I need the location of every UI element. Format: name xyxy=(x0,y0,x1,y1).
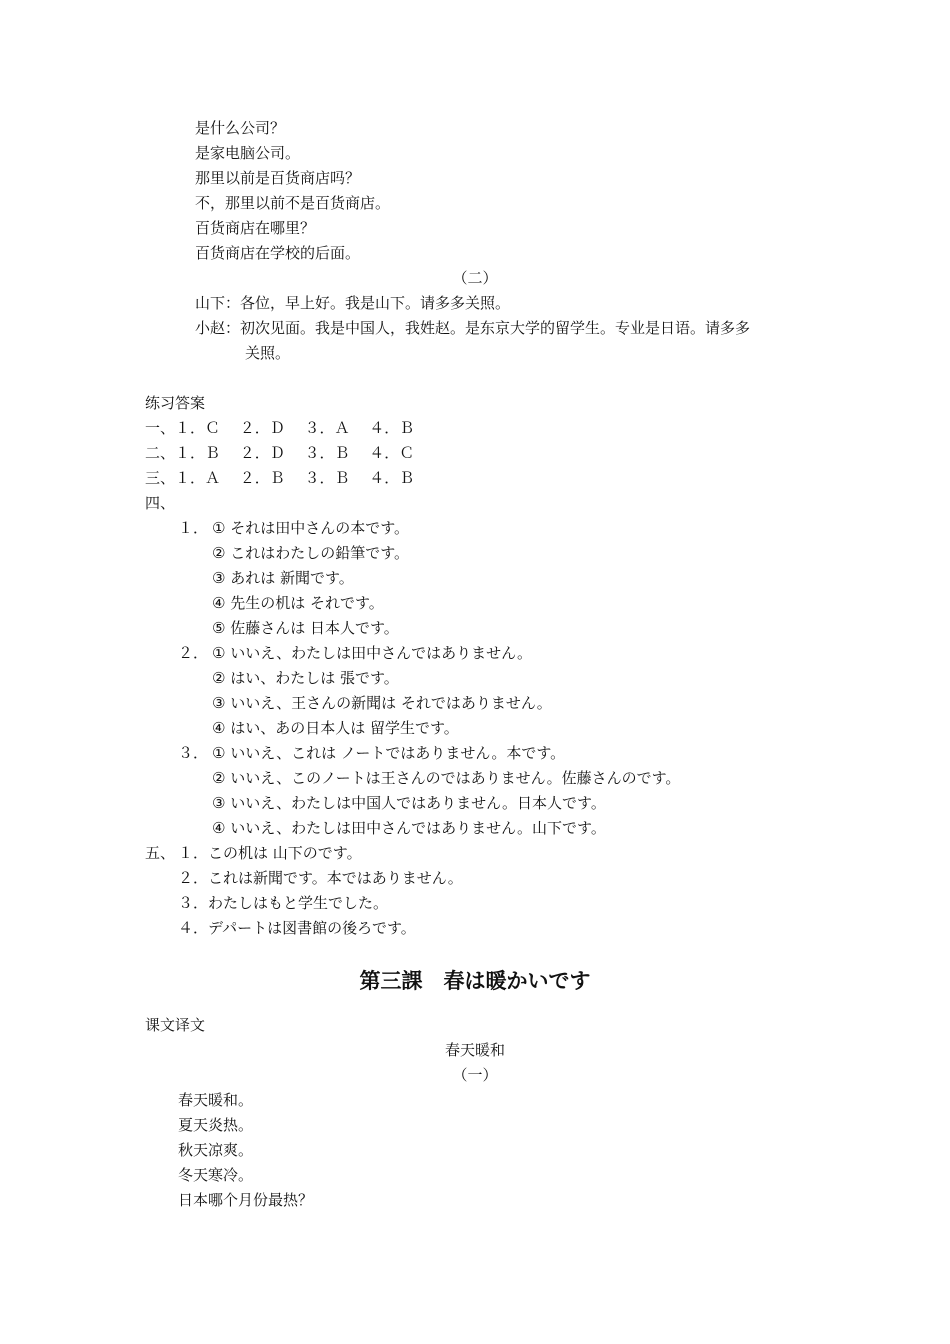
section-label: 四、 xyxy=(145,494,176,512)
answer-item: ④ いいえ、わたしは田中さんではありません。山下です。 xyxy=(212,819,606,837)
answer-item: ② これはわたしの鉛筆です。 xyxy=(212,544,410,562)
translation-line: 日本哪个月份最热？ xyxy=(178,1191,314,1209)
answer-item: ③ いいえ、わたしは中国人ではありません。日本人です。 xyxy=(212,794,606,812)
dialogue-line xyxy=(195,318,750,338)
translation-line: 夏天炎热。 xyxy=(178,1116,254,1134)
answer-item: ３．わたしはもと学生でした。 xyxy=(178,894,389,912)
translation-line: 不，那里以前不是百货商店。 xyxy=(195,194,391,212)
answers-heading: 练习答案 xyxy=(145,394,206,412)
answer-item: ２．これは新聞です。本ではありません。 xyxy=(178,869,463,887)
answer-row: 一、１．Ｃ ２．Ｄ ３．Ａ ４．Ｂ xyxy=(145,419,415,437)
answer-row: 三、１．Ａ ２．Ｂ ３．Ｂ ４．Ｂ xyxy=(145,469,415,487)
part-heading: （一） xyxy=(452,1066,498,1084)
translation-line: 百货商店在学校的后面。 xyxy=(195,244,361,262)
translation-line: 冬天寒冷。 xyxy=(178,1166,254,1184)
speaker-name: 小赵： xyxy=(195,319,241,337)
item-number: ３． xyxy=(178,744,209,762)
answer-item: ４．デパートは図書館の後ろです。 xyxy=(178,919,416,937)
answer-item: ① それは田中さんの本です。 xyxy=(212,519,410,537)
section-label: 五、 xyxy=(145,844,176,862)
lesson-title: 第三課 春は暖かいです xyxy=(359,969,591,993)
translation-line: 春天暖和。 xyxy=(178,1091,254,1109)
answer-item: ① いいえ、わたしは田中さんではありません。 xyxy=(212,644,533,662)
answer-item: １．この机は 山下のです。 xyxy=(178,844,362,862)
translation-line: 那里以前是百货商店吗？ xyxy=(195,169,361,187)
section-heading: 课文译文 xyxy=(145,1016,206,1034)
translation-line: 是家电脑公司。 xyxy=(195,144,301,162)
answer-item: ⑤ 佐藤さんは 日本人です。 xyxy=(212,619,399,637)
answer-item: ② いいえ、このノートは王さんのではありません。佐藤さんのです。 xyxy=(212,769,681,787)
dialogue-text: 各位，早上好。我是山下。请多多关照。 xyxy=(240,294,511,312)
answer-row: 二、１．Ｂ ２．Ｄ ３．Ｂ ４．Ｃ xyxy=(145,444,415,462)
part-heading: （二） xyxy=(452,269,498,287)
translation-line: 是什么公司？ xyxy=(195,119,286,137)
answer-item: ④ 先生の机は それです。 xyxy=(212,594,384,612)
dialogue-text: 初次见面。我是中国人，我姓赵。是东京大学的留学生。专业是日语。请多多 xyxy=(240,319,751,337)
dialogue-continuation: 关照。 xyxy=(245,344,291,362)
translation-line: 百货商店在哪里？ xyxy=(195,219,316,237)
translation-line: 秋天凉爽。 xyxy=(178,1141,254,1159)
answer-item: ① いいえ、これは ノートではありません。本です。 xyxy=(212,744,566,762)
answer-item: ③ あれは 新聞です。 xyxy=(212,569,354,587)
speaker-name: 山下： xyxy=(195,294,241,312)
answer-item: ③ いいえ、王さんの新聞は それではありません。 xyxy=(212,694,552,712)
item-number: ２． xyxy=(178,644,209,662)
dialogue-line xyxy=(195,293,510,313)
answer-item: ② はい、わたしは 張です。 xyxy=(212,669,399,687)
item-number: １． xyxy=(178,519,209,537)
answer-item: ④ はい、あの日本人は 留学生です。 xyxy=(212,719,459,737)
text-title: 春天暖和 xyxy=(444,1041,505,1059)
